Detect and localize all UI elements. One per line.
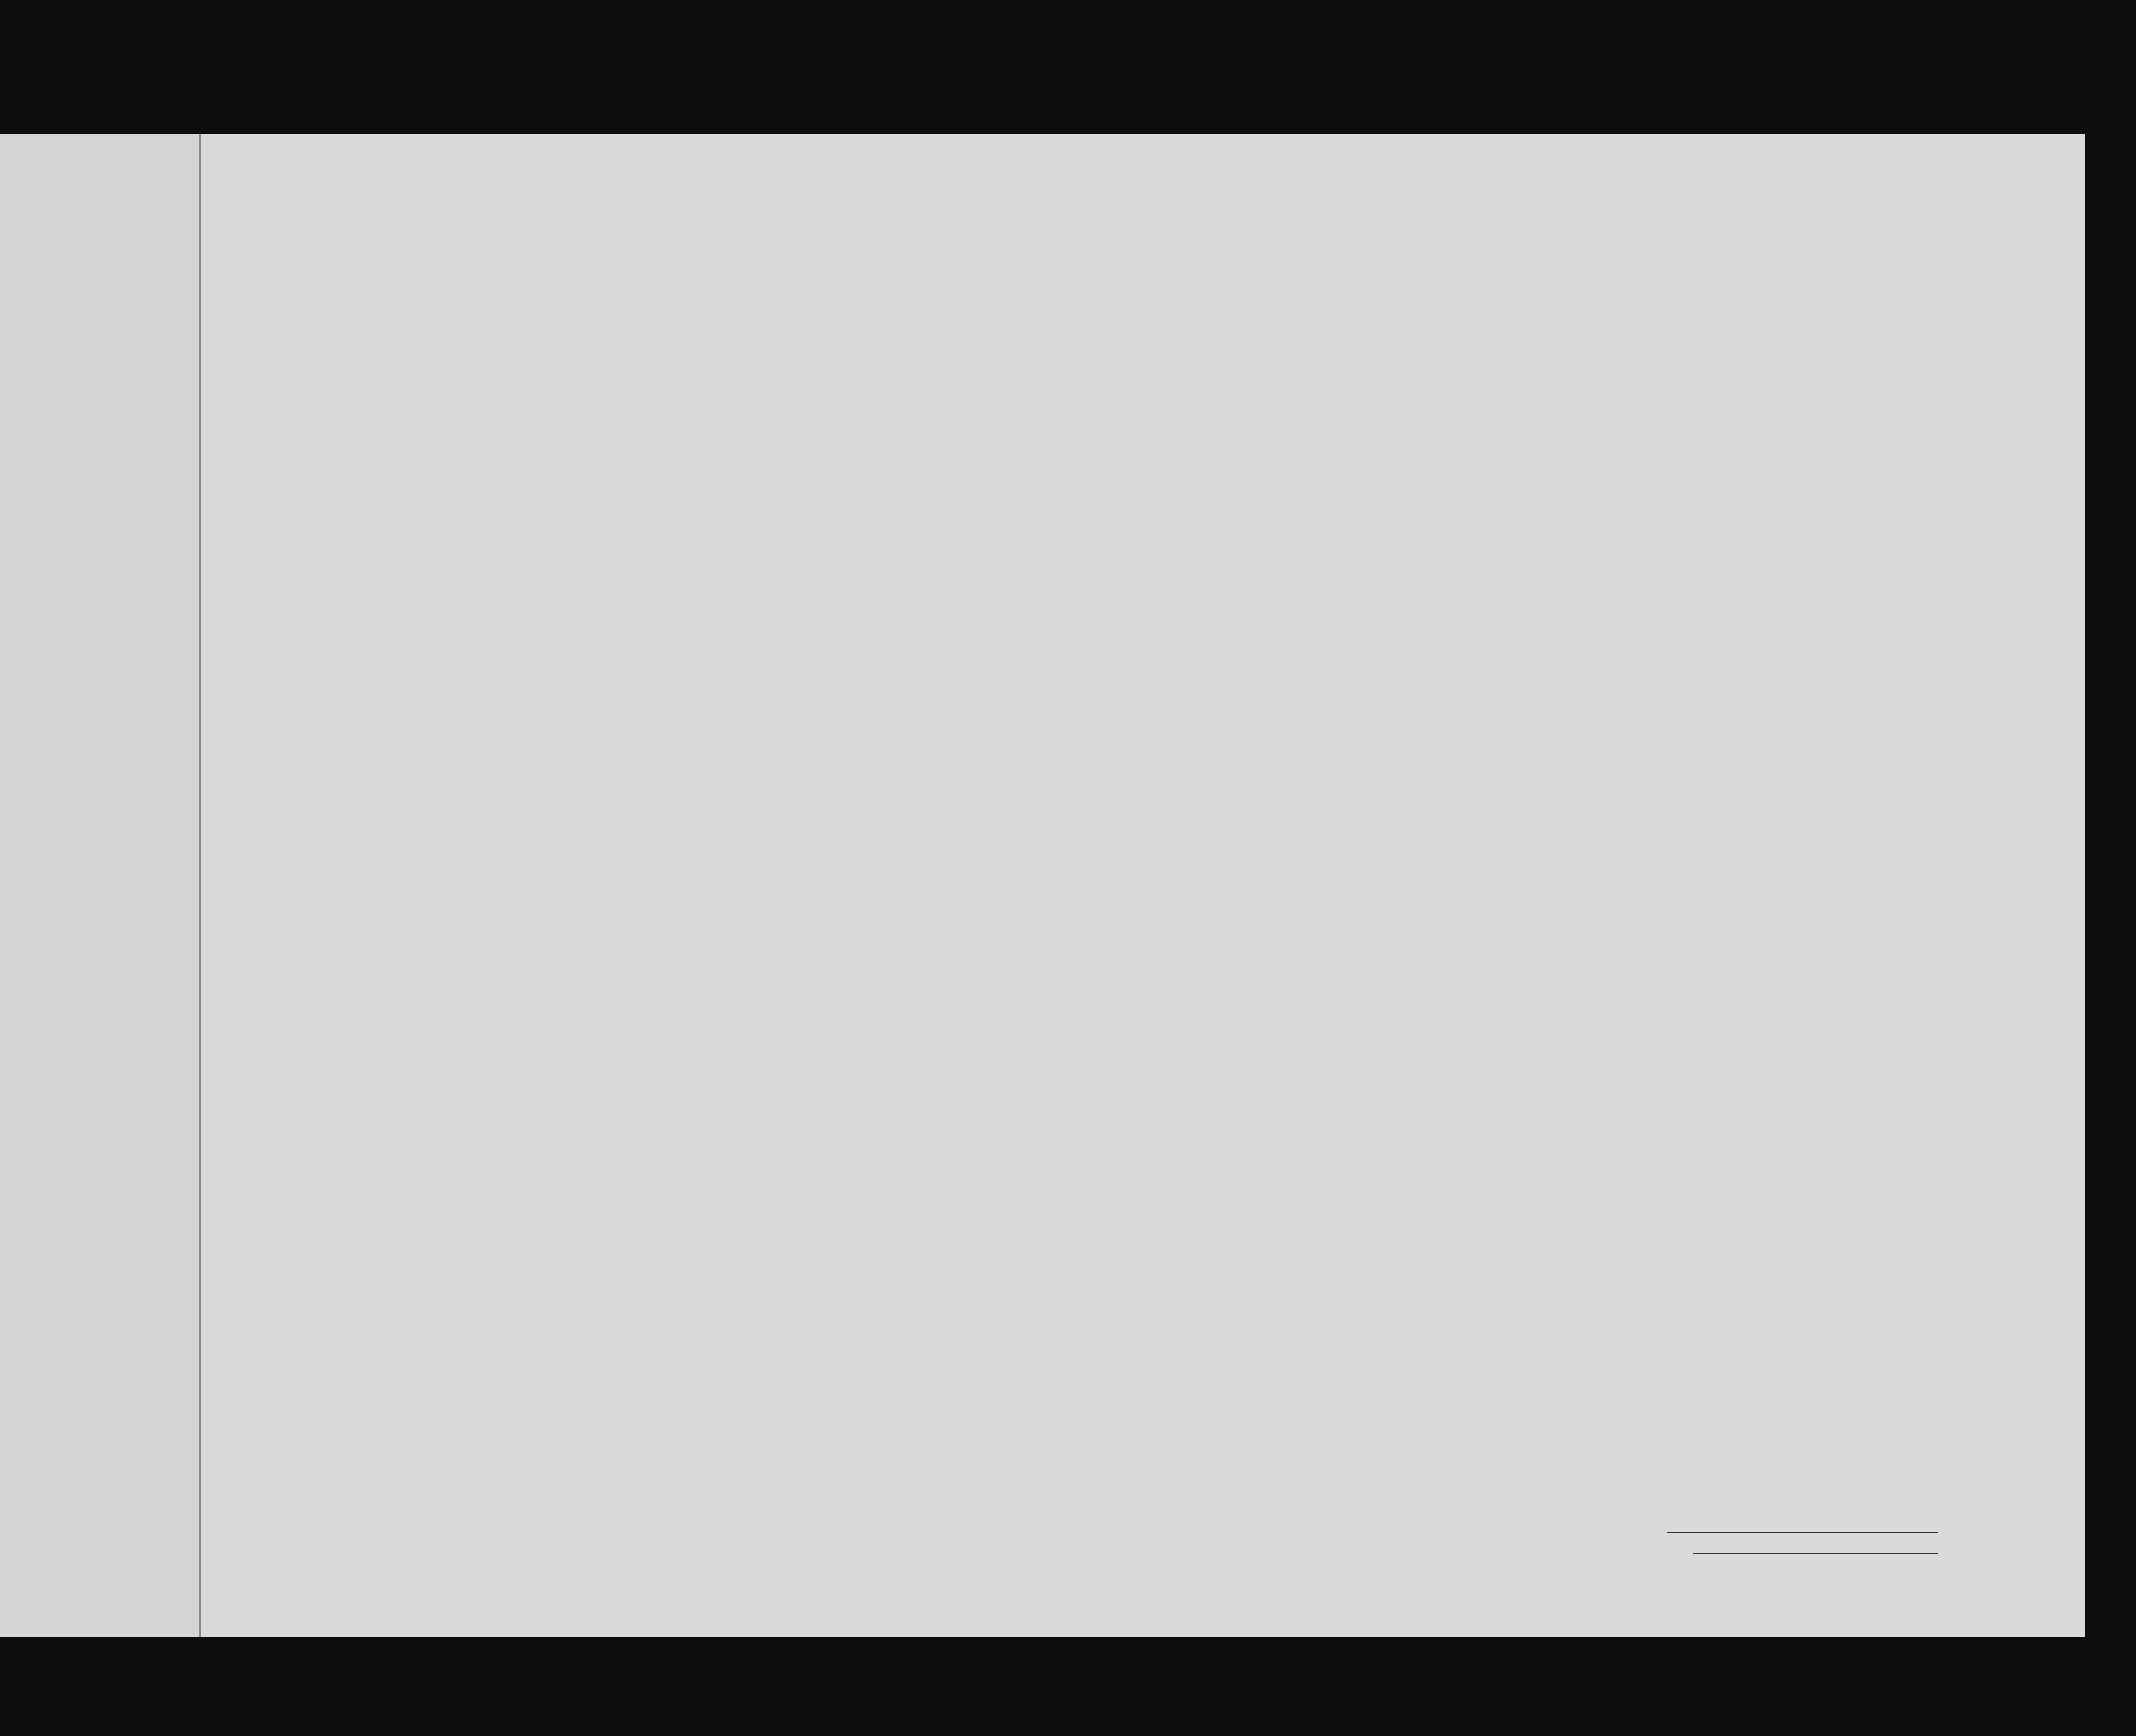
left-page-margin [0,134,199,1637]
manifest-sheet [199,134,2085,1637]
footer-owners-rule [1667,1532,1938,1533]
footer-agents-rule [1693,1553,1938,1554]
